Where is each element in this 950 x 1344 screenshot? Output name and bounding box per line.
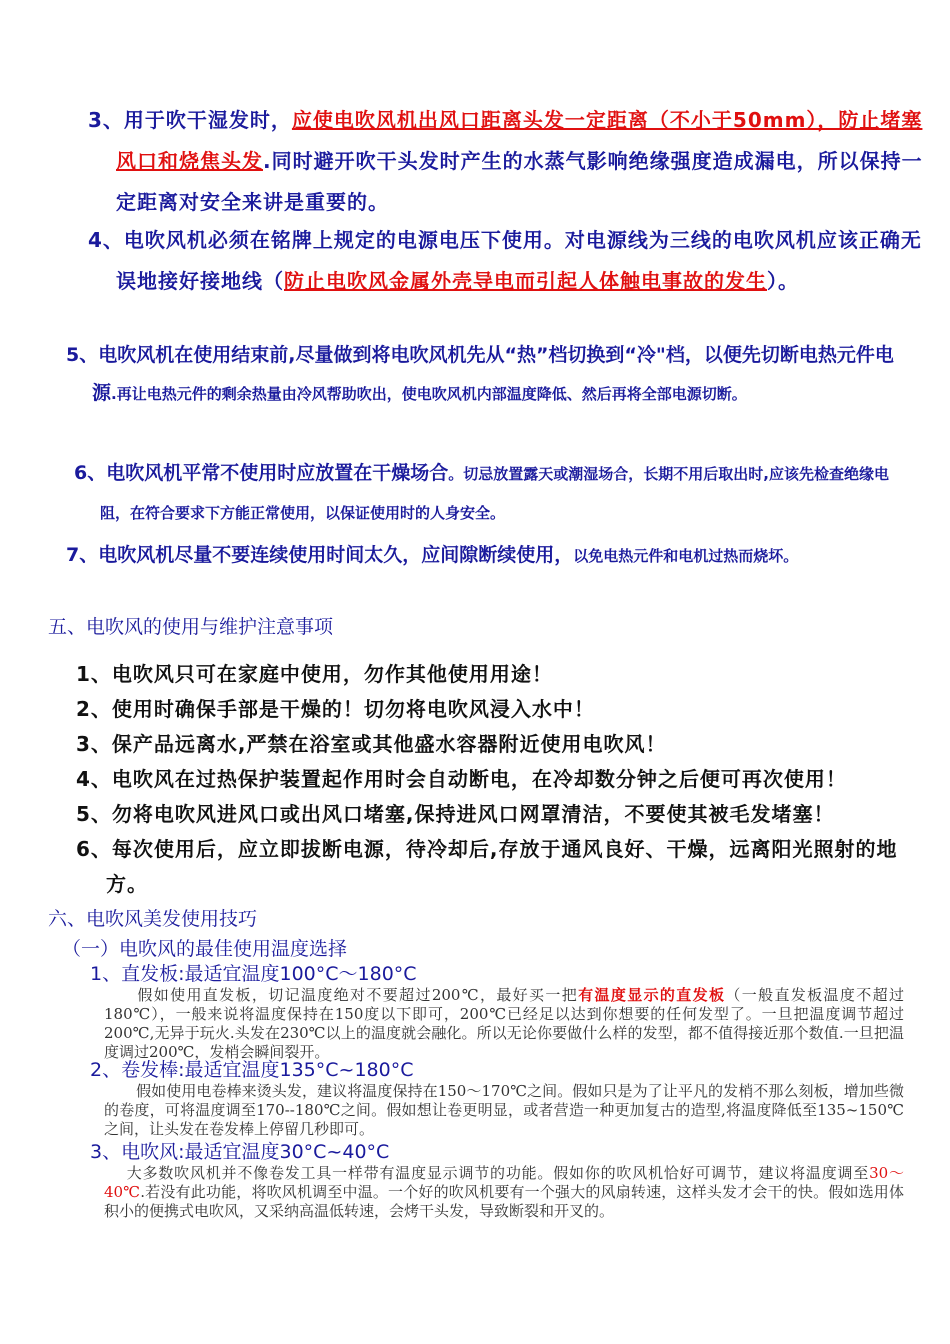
list-item: 2、使用时确保手部是干燥的！切勿将电吹风浸入水中！ bbox=[76, 697, 595, 721]
section-5-list bbox=[76, 657, 916, 902]
topic-3-heading: 3、电吹风:最适宜温度30°C~40°C bbox=[90, 1141, 390, 1163]
topic-3-text-a: 大多数吹风机并不像卷发工具一样带有温度显示调节的功能。假如你的吹风机恰好可调节，建议将温度调至 bbox=[126, 1164, 870, 1182]
topic-1-text-a: 假如使用直发板，切记温度绝对不要超过200℃，最好买一把 bbox=[136, 986, 579, 1004]
topic-2-heading: 2、卷发棒:最适宜温度135°C~180°C bbox=[90, 1059, 414, 1081]
item-5-text-b: .再让电热元件的剩余热量由冷风帮助吹出，使电吹风机内部温度降低、然后再将全部电源切断。 bbox=[111, 385, 747, 403]
item-7 bbox=[66, 537, 912, 574]
item-7-text-b: 以免电热元件和电机过热而烧坏。 bbox=[573, 547, 799, 565]
topic-1-paragraph bbox=[104, 986, 904, 1062]
item-3-text-b: .同时避开吹干头发时产生的水蒸气影响绝缘强度造成漏电，所以保持一定距离对安全来讲是重要的。 bbox=[116, 149, 923, 214]
item-5 bbox=[66, 336, 912, 413]
topic-1-highlight: 有温度显示的直发板 bbox=[578, 986, 726, 1004]
topic-1-heading: 1、直发板:最适宜温度100°C～180°C bbox=[90, 963, 417, 985]
item-4-highlight: 防止电吹风金属外壳导电而引起人体触电事故的发生 bbox=[284, 269, 767, 293]
item-4-number: 4、 bbox=[88, 228, 124, 252]
item-4-text-a: 电吹风机必须在铭牌上规定的电源电压下使用。对电源线为三线的电吹风机应该正确无误地接好接地线（ bbox=[116, 228, 922, 293]
item-6 bbox=[74, 454, 914, 532]
list-item: 4、电吹风在过热保护装置起作用时会自动断电，在冷却数分钟之后便可再次使用！ bbox=[76, 767, 847, 791]
section-6-subtitle: （一）电吹风的最佳使用温度选择 bbox=[62, 938, 348, 960]
item-3 bbox=[88, 100, 936, 223]
item-4-text-b: ）。 bbox=[767, 269, 799, 293]
list-item: 1、电吹风只可在家庭中使用，勿作其他使用用途！ bbox=[76, 662, 553, 686]
list-item: 6、每次使用后，应立即拔断电源，待冷却后,存放于通风良好、干燥，远离阳光照射的地方。 bbox=[76, 837, 898, 896]
topic-2-text: 假如使用电卷棒来烫头发，建议将温度保持在150～170℃之间。假如只是为了让平凡的发梢不那么刻板，增加些微的卷度，可将温度调至170--180℃之间。假如想让卷更明显，或者营造一种更加复古的造型,将温度降低至135~150℃之间，让头发在卷发棒上停留几秒即可。 bbox=[104, 1082, 904, 1138]
section-5-title: 五、电吹风的使用与维护注意事项 bbox=[48, 616, 334, 638]
item-7-text-a: 电吹风机尽量不要连续使用时间太久，应间隙断续使用， bbox=[98, 544, 574, 566]
item-5-number: 5、 bbox=[66, 344, 99, 366]
topic-3-paragraph bbox=[104, 1164, 904, 1221]
item-6-text-b: 。切忌放置露天或潮湿场合，长期不用后取出时,应该先检查绝缘电阻，在符合要求下方能正常使用，以保证使用时的人身安全。 bbox=[100, 465, 889, 522]
topic-2-paragraph bbox=[104, 1082, 904, 1139]
item-5-text-a: 电吹风机在使用结束前,尽量做到将电吹风机先从“热”档切换到“冷"档，以便先切断电热元件电源 bbox=[92, 344, 894, 404]
item-6-text-a: 电吹风机平常不使用时应放置在干燥场合 bbox=[106, 462, 449, 484]
list-item: 3、保产品远离水,严禁在浴室或其他盛水容器附近使用电吹风！ bbox=[76, 732, 667, 756]
item-3-number: 3、 bbox=[88, 108, 124, 132]
item-7-number: 7、 bbox=[66, 544, 99, 566]
item-3-text-a: 用于吹干湿发时， bbox=[123, 108, 292, 132]
section-6-title: 六、电吹风美发使用技巧 bbox=[48, 908, 258, 930]
item-3-highlight: 应使电吹风机出风口距离头发一定距离（不小于50mm），防止堵塞风口和烧焦头发 bbox=[116, 108, 923, 173]
topic-3-text-b: .若没有此功能，将吹风机调至中温。一个好的吹风机要有一个强大的风扇转速，这样头发才会干的快。假如选用体积小的便携式电吹风，又采纳高温低转速，会烤干头发，导致断裂和开叉的。 bbox=[104, 1183, 904, 1220]
topic-1-text-b: （一般直发板温度不超过180℃），一般来说将温度保持在150度以下即可，200℃已经足以达到你想要的任何发型了。一旦把温度调节超过200℃,无异于玩火.头发在230℃以上的温度就会融化。所以无论你要做什么样的发型，都不值得接近那个数值.一旦把温度调过200℃，发梢会瞬间裂开。 bbox=[104, 986, 904, 1061]
item-4 bbox=[88, 220, 936, 302]
list-item: 5、勿将电吹风进风口或出风口堵塞,保持进风口网罩清洁，不要使其被毛发堵塞！ bbox=[76, 802, 835, 826]
item-6-number: 6、 bbox=[74, 462, 107, 484]
topic-3-highlight: 30～40℃ bbox=[104, 1164, 904, 1201]
